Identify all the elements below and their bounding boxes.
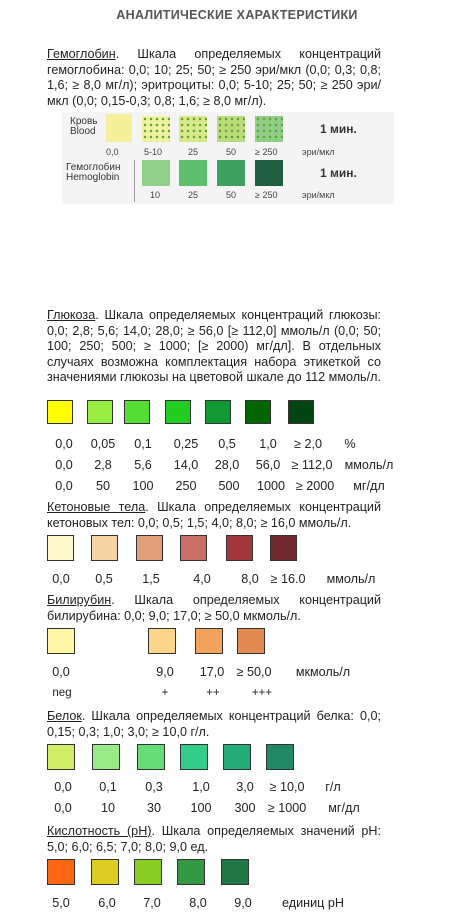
glucose-swatch-6 <box>288 400 314 424</box>
protein-r1-0: 0,0 <box>54 780 72 794</box>
bilirubin-swatch-0 <box>47 628 75 654</box>
protein-swatch-2 <box>137 744 165 770</box>
protein-r1-2: 0,3 <box>145 780 163 794</box>
glucose-r3-0: 0,0 <box>55 479 73 493</box>
protein-text: . Шкала определяемых концентраций белка: 0,0; 0,15; 0,3; 1,0; 3,0; ≥ 10,0 г/л. <box>47 709 381 739</box>
bilirubin-unit: мкмоль/л <box>295 665 351 679</box>
bilirubin-paragraph <box>47 593 381 624</box>
glucose-swatch-3 <box>165 400 191 424</box>
bilirubin-s-3: +++ <box>251 687 273 699</box>
protein-r1-unit: г/л <box>325 780 341 794</box>
ketones-text: . Шкала определяемых концентраций кетоновых тел: 0,0; 0,5; 1,5; 4,0; 8,0; ≥ 16,0 ммоль/л. <box>47 500 381 530</box>
page-title: АНАЛИТИЧЕСКИЕ ХАРАКТЕРИСТИКИ <box>116 8 358 22</box>
hemo-swatch-2 <box>179 160 207 186</box>
glucose-text: . Шкала определяемых концентраций глюкозы: 0,0; 2,8; 5,6; 14,0; 28,0; ≥ 56,0 [≥ 112,0] ммоль/л (0,0; 50; 100; 250; 500; ≥ 1000; [≥ 2000) мг/дл]. В отдельных случаях возможна комплектация набора этикеткой со значениями глюкозы на цветовой шкале до 112 ммоль/л. <box>47 308 381 384</box>
glucose-r1-unit: % <box>344 437 356 451</box>
ketones-swatch-2 <box>136 535 163 561</box>
ph-v-0: 5,0 <box>52 896 70 910</box>
hemoglobin-color-chart <box>62 112 394 204</box>
bilirubin-swatch-1 <box>148 628 176 654</box>
ph-v-1: 6,0 <box>98 896 116 910</box>
bilirubin-heading: Билирубин <box>47 593 112 607</box>
blood-swatch-1 <box>142 116 170 142</box>
hemo-swatch-4 <box>255 160 283 186</box>
glucose-r3-5: 1000 <box>256 479 286 493</box>
hemoglobin-text: . Шкала определяемых концентраций гемоглобина: 0,0; 10; 25; 50; ≥ 250 эри/мкл (0,0; 0,3; 0,8; 1,6; ≥ 8,0 мг/л); эритроциты: 0,0; 5-10; 25; 50; ≥ 250 эри/мкл (0,0; 0,15-0,3; 0,8; 1,6; ≥ 8,0 мг/л). <box>47 47 381 108</box>
protein-r2-4: 300 <box>234 801 256 815</box>
blood-value-1: 5-10 <box>144 147 163 157</box>
protein-paragraph <box>47 709 381 740</box>
ketones-swatch-0 <box>47 535 74 561</box>
bilirubin-v-2: 17,0 <box>199 665 225 679</box>
glucose-swatch-2 <box>124 400 150 424</box>
glucose-r3-4: 500 <box>218 479 240 493</box>
protein-r1-5: ≥ 10,0 <box>269 780 305 794</box>
glucose-swatch-1 <box>87 400 113 424</box>
glucose-r3-2: 100 <box>132 479 154 493</box>
glucose-r1-0: 0,0 <box>55 437 73 451</box>
hemoglobin-heading: Гемоглобин <box>47 47 116 61</box>
hemo-value-4: ≥ 250 <box>255 190 278 200</box>
glucose-swatch-0 <box>47 400 73 424</box>
blood-swatch-3 <box>217 116 245 142</box>
bilirubin-swatch-2 <box>195 628 223 654</box>
protein-r2-0: 0,0 <box>54 801 72 815</box>
glucose-r3-3: 250 <box>175 479 197 493</box>
ph-swatch-4 <box>221 859 249 885</box>
protein-swatch-5 <box>266 744 294 770</box>
glucose-r3-1: 50 <box>95 479 111 493</box>
glucose-r2-4: 28,0 <box>214 458 240 472</box>
protein-heading: Белок <box>47 709 82 723</box>
glucose-r2-0: 0,0 <box>55 458 73 472</box>
protein-r1-1: 0,1 <box>99 780 117 794</box>
ph-v-4: 9,0 <box>234 896 252 910</box>
ph-swatch-2 <box>134 859 162 885</box>
glucose-r3-unit: мг/дл <box>353 479 385 493</box>
ph-unit: единиц pH <box>282 896 344 910</box>
protein-swatch-0 <box>47 744 75 770</box>
blood-value-3: 50 <box>226 147 237 157</box>
blood-time: 1 мин. <box>320 122 357 136</box>
ketones-v-1: 0,5 <box>95 572 113 586</box>
blood-label-en: Blood <box>70 126 96 137</box>
glucose-r2-1: 2,8 <box>94 458 112 472</box>
protein-r2-3: 100 <box>190 801 212 815</box>
ph-swatch-3 <box>177 859 205 885</box>
bilirubin-text: . Шкала определяемых концентраций билирубина: 0,0; 9,0; 17,0; ≥ 50,0 мкмоль/л. <box>47 593 381 623</box>
glucose-r2-unit: ммоль/л <box>344 458 394 472</box>
ph-swatch-1 <box>91 859 119 885</box>
blood-value-4: ≥ 250 <box>255 147 278 157</box>
blood-swatch-2 <box>179 116 207 142</box>
blood-value-2: 25 <box>188 147 199 157</box>
bilirubin-s-2: ++ <box>206 687 220 699</box>
ketones-swatch-5 <box>270 535 297 561</box>
ph-v-3: 8,0 <box>189 896 207 910</box>
ph-swatch-0 <box>47 859 75 885</box>
glucose-swatch-4 <box>205 400 231 424</box>
ketones-heading: Кетоновые тела <box>47 500 146 514</box>
glucose-r2-3: 14,0 <box>173 458 199 472</box>
ketones-v-5: ≥ 16.0 <box>270 572 306 586</box>
chart-divider <box>134 160 135 202</box>
blood-label-ru: Кровь <box>70 116 98 127</box>
glucose-r1-6: ≥ 2,0 <box>294 437 322 451</box>
glucose-r2-6: ≥ 112,0 <box>291 458 333 472</box>
blood-swatch-0 <box>106 114 132 142</box>
hemo-swatch-1 <box>142 160 170 186</box>
blood-unit: эри/мкл <box>302 147 335 157</box>
ketones-swatch-1 <box>91 535 118 561</box>
hemo-label-ru: Гемоглобин <box>66 162 121 173</box>
glucose-r1-1: 0,05 <box>90 437 116 451</box>
ketones-unit: ммоль/л <box>326 572 376 586</box>
bilirubin-v-3: ≥ 50,0 <box>236 665 272 679</box>
glucose-paragraph <box>47 308 381 386</box>
blood-value-0: 0,0 <box>106 147 119 157</box>
ketones-paragraph <box>47 500 381 531</box>
protein-r2-1: 10 <box>100 801 116 815</box>
glucose-r3-6: ≥ 2000 <box>295 479 335 493</box>
hemo-swatch-3 <box>217 160 245 186</box>
ketones-v-3: 4,0 <box>193 572 211 586</box>
hemo-label-en: Hemoglobin <box>66 172 120 183</box>
protein-swatch-3 <box>180 744 208 770</box>
glucose-r1-4: 0,5 <box>218 437 236 451</box>
hemo-value-2: 25 <box>188 190 199 200</box>
ketones-v-2: 1,5 <box>142 572 160 586</box>
ketones-v-4: 8,0 <box>241 572 259 586</box>
hemoglobin-paragraph <box>47 47 381 109</box>
glucose-r1-5: 1,0 <box>259 437 277 451</box>
glucose-swatch-5 <box>245 400 271 424</box>
ph-text: . Шкала определяемых значений pH: 5,0; 6,0; 6,5; 7,0; 8,0; 9,0 ед. <box>47 824 381 854</box>
hemo-unit: эри/мкл <box>302 190 335 200</box>
ketones-swatch-3 <box>180 535 207 561</box>
glucose-r1-3: 0,25 <box>173 437 199 451</box>
protein-r1-3: 1,0 <box>192 780 210 794</box>
bilirubin-v-0: 0,0 <box>52 665 70 679</box>
hemo-value-3: 50 <box>226 190 237 200</box>
protein-swatch-4 <box>223 744 251 770</box>
ketones-swatch-4 <box>226 535 253 561</box>
glucose-heading: Глюкоза <box>47 308 96 322</box>
hemo-time: 1 мин. <box>320 166 357 180</box>
protein-r2-2: 30 <box>146 801 162 815</box>
hemo-value-1: 10 <box>150 190 161 200</box>
bilirubin-v-1: 9,0 <box>156 665 174 679</box>
ketones-v-0: 0,0 <box>52 572 70 586</box>
glucose-r1-2: 0,1 <box>134 437 152 451</box>
glucose-r2-2: 5,6 <box>134 458 152 472</box>
ph-v-2: 7,0 <box>143 896 161 910</box>
ph-heading: Кислотность (pH) <box>47 824 152 838</box>
ph-paragraph <box>47 824 381 855</box>
protein-r2-unit: мг/дл <box>328 801 360 815</box>
protein-r2-5: ≥ 1000 <box>267 801 307 815</box>
protein-r1-4: 3,0 <box>236 780 254 794</box>
protein-swatch-1 <box>92 744 120 770</box>
blood-swatch-4 <box>255 116 283 142</box>
glucose-r2-5: 56,0 <box>255 458 281 472</box>
bilirubin-s-0: neg <box>52 687 72 699</box>
bilirubin-s-1: + <box>161 687 169 699</box>
bilirubin-swatch-3 <box>237 628 265 654</box>
